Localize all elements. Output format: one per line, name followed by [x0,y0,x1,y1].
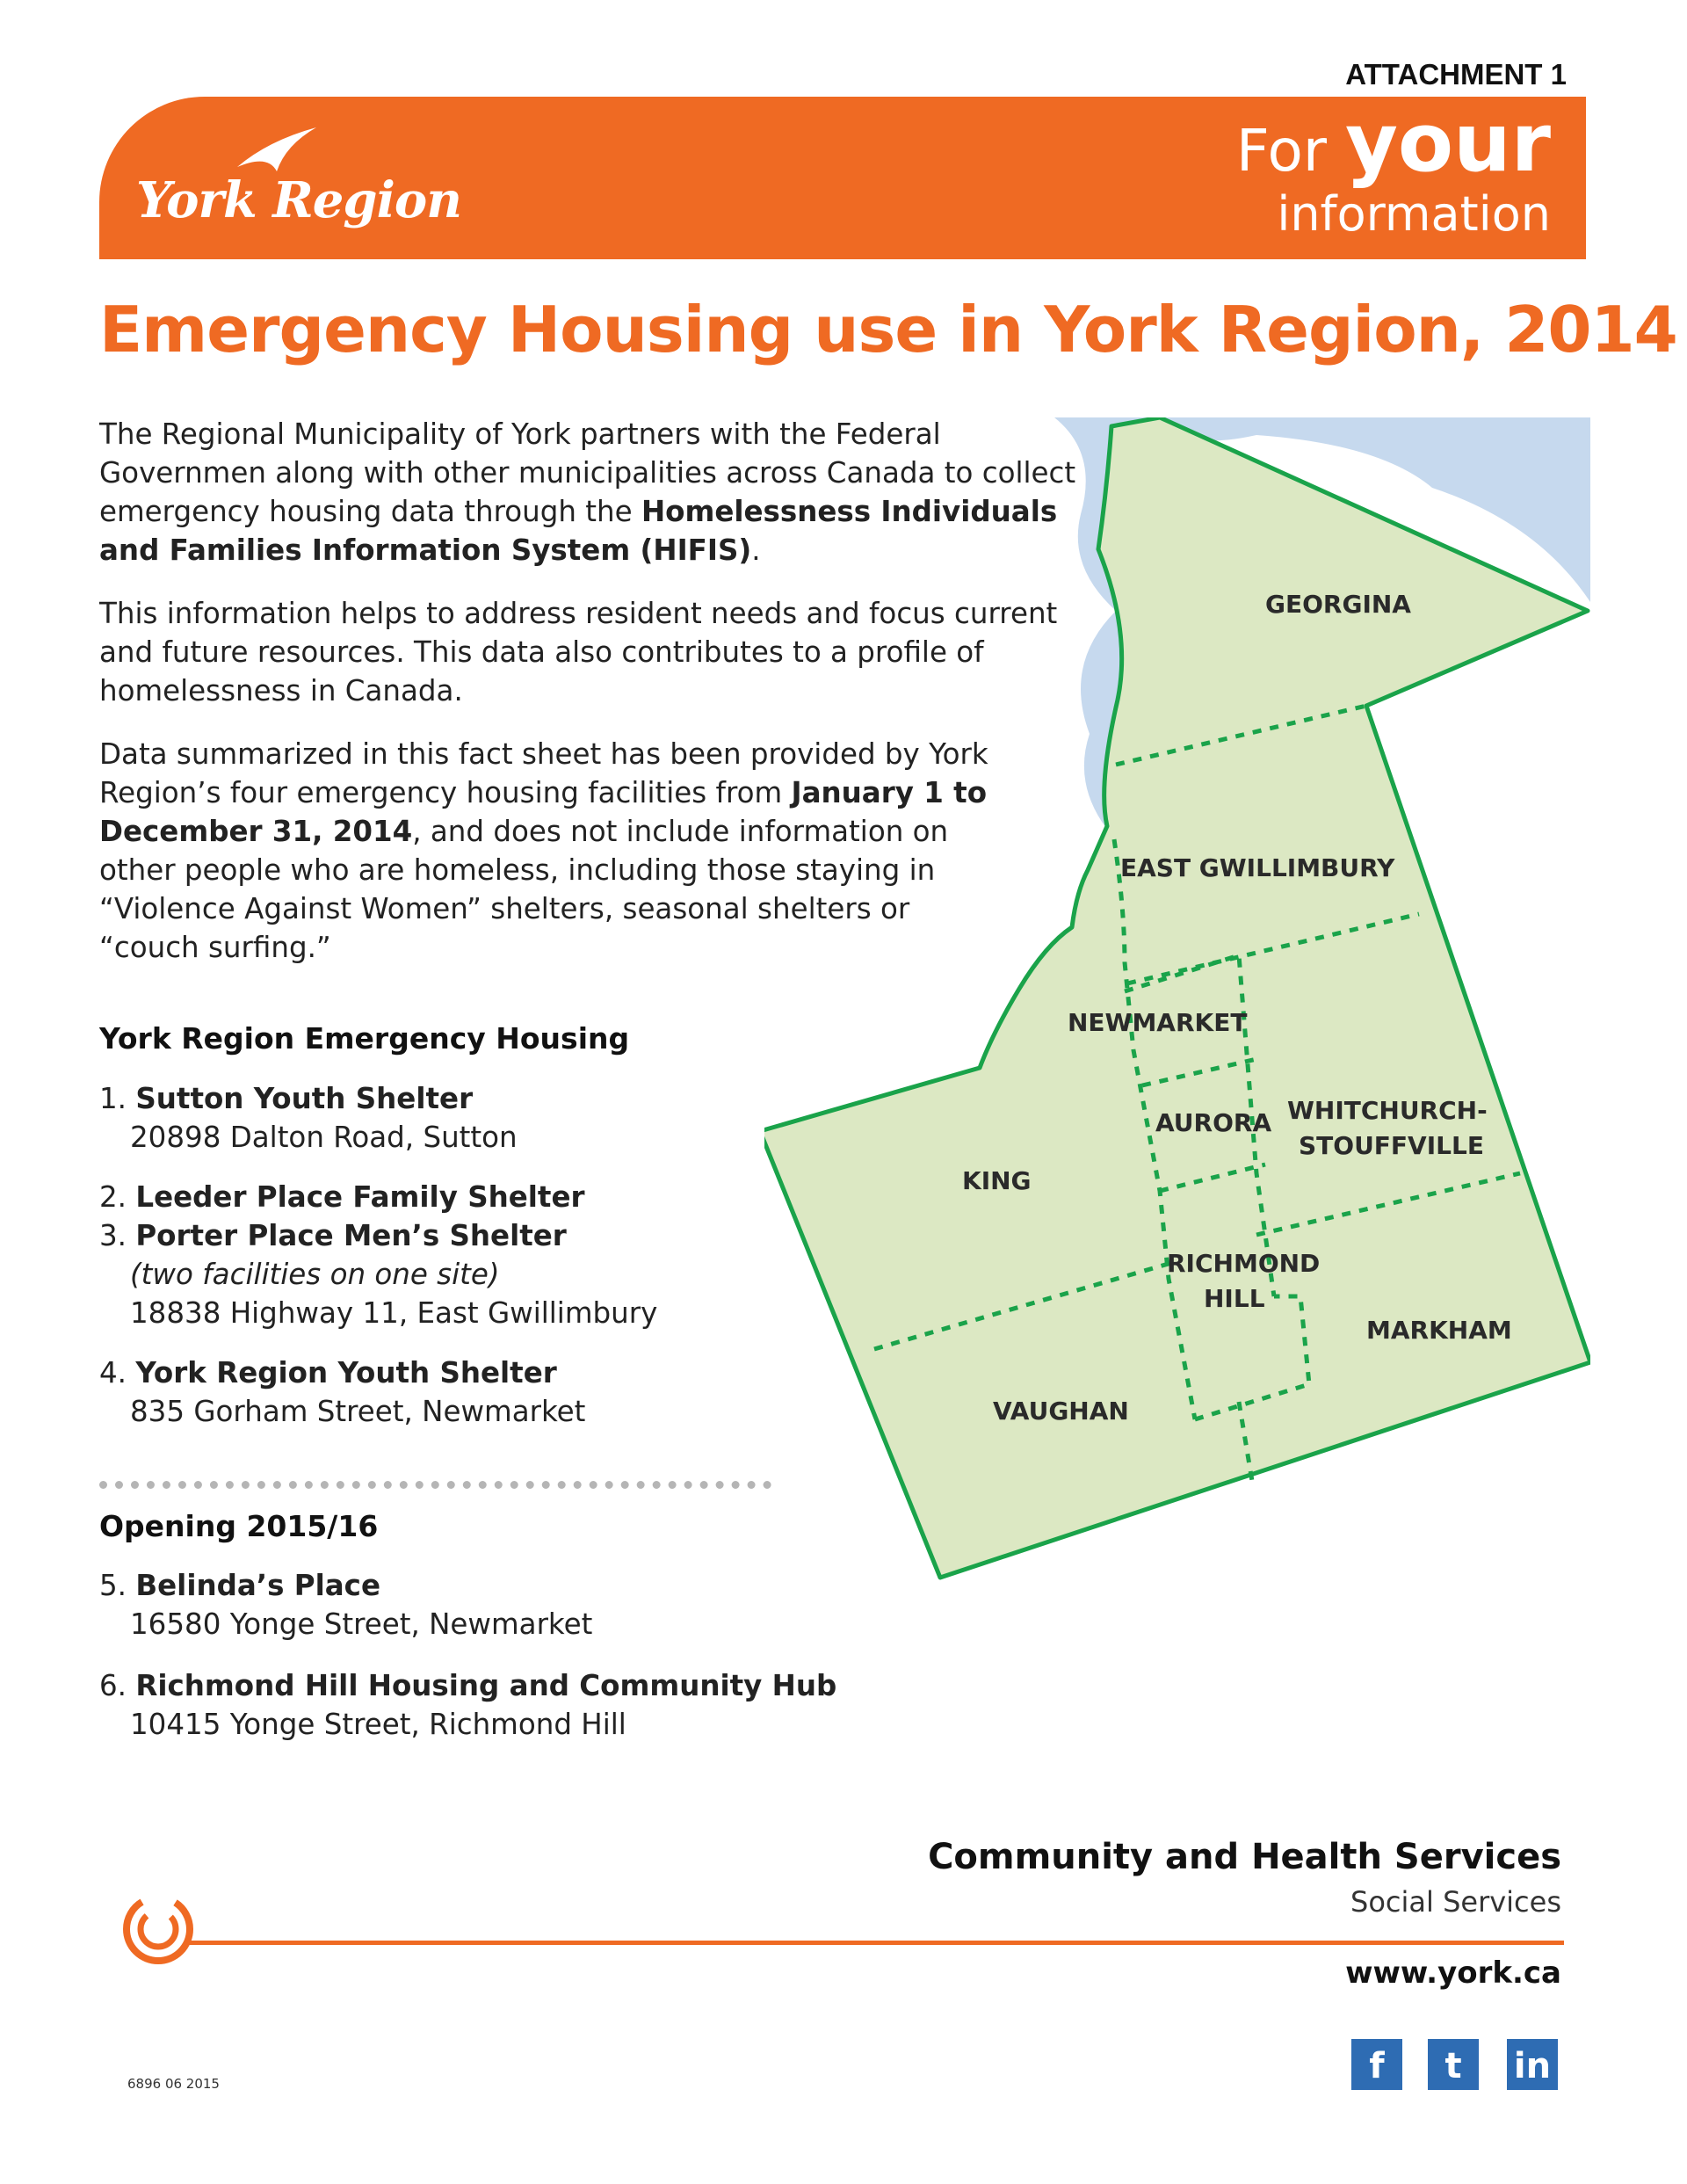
opening-item-5 [99,1566,592,1643]
intro-paragraph-3 [99,735,996,967]
york-region-logo-icon [233,123,321,176]
map-label-georgina: GEORGINA [1265,590,1411,619]
date-range: January 1 to December 31, 2014 [99,776,988,848]
map-label-newmarket: NEWMARKET [1068,1008,1248,1037]
map-label-king: KING [962,1166,1032,1195]
facility-address: 10415 Yonge Street, Richmond Hill [130,1708,626,1741]
map-label-markham: MARKHAM [1366,1316,1512,1345]
item-number: 3. [99,1219,127,1252]
facility-name: York Region Youth Shelter [135,1356,557,1389]
facility-item-1 [99,1079,518,1157]
facility-note: (two facilities on one site) [130,1258,500,1291]
item-number: 5. [99,1569,127,1602]
division-name: Social Services [1350,1885,1561,1919]
page-title: Emergency Housing use in York Region, 2014 [99,293,1677,366]
map-label-whitchurch-1: WHITCHURCH- [1287,1096,1488,1125]
intro-paragraph-1 [99,415,1110,570]
intro-p3-end: , and does not include information on other people who are homeless, including those staying in “Violence Against Women” shelters, seasonal shelters or “couch surfing.” [99,815,949,964]
department-name: Community and Health Services [928,1837,1561,1877]
region-outline [764,417,1590,1578]
map-label-richmond-2: HILL [1204,1284,1265,1313]
intro-p3-text: Data summarized in this fact sheet has been provided by York Region’s four emergency housing facilities from [99,737,988,809]
map-label-richmond-1: RICHMOND [1167,1249,1321,1278]
item-number: 4. [99,1356,127,1389]
item-number: 2. [99,1180,127,1214]
facility-address: 18838 Highway 11, East Gwillimbury [130,1296,658,1330]
hifis-name: Homelessness Individuals and Families Information System (HIFIS) [99,495,1058,567]
fyi-your: your [1344,96,1551,190]
fyi-line-2: information [1277,186,1551,242]
fyi-line-1 [1235,96,1551,190]
facility-item-2 [99,1178,585,1216]
york-region-logo: York Region [136,171,461,229]
dotted-divider [99,1481,771,1489]
york-swirl-logo-icon [119,1890,198,1969]
facility-address: 16580 Yonge Street, Newmarket [130,1607,593,1641]
twitter-icon[interactable]: t [1428,2039,1479,2090]
footer-rule [185,1941,1564,1945]
facility-item-4 [99,1353,585,1431]
map-label-east-gwillimbury: EAST GWILLIMBURY [1120,853,1395,882]
facility-name: Leeder Place Family Shelter [135,1180,585,1214]
map-label-vaughan: VAUGHAN [993,1397,1129,1426]
intro-p1-end: . [751,533,761,567]
facility-address: 20898 Dalton Road, Sutton [130,1121,518,1154]
intro-paragraph-2: This information helps to address resident needs and focus current and future resources. This data also contributes to a profile of homelessness in Canada. [99,597,1058,707]
facility-item-3 [99,1216,657,1332]
facility-name: Porter Place Men’s Shelter [135,1219,567,1252]
facility-address: 835 Gorham Street, Newmarket [130,1395,586,1428]
fyi-prefix: For [1235,117,1345,185]
opening-heading: Opening 2015/16 [99,1509,379,1543]
opening-item-6 [99,1666,836,1744]
facility-name: Richmond Hill Housing and Community Hub [135,1669,837,1702]
item-number: 1. [99,1082,127,1115]
intro-p1-text: The Regional Municipality of York partners with the Federal Governmen along with other municipalities across Canada to collect emergency housing data through the [99,417,1076,528]
facebook-icon[interactable]: f [1351,2039,1402,2090]
attachment-label: ATTACHMENT 1 [1345,58,1567,91]
map-label-whitchurch-2: STOUFFVILLE [1299,1131,1484,1160]
map-label-aurora: AURORA [1155,1108,1272,1137]
facility-name: Belinda’s Place [135,1569,380,1602]
facility-name: Sutton Youth Shelter [135,1082,474,1115]
linkedin-icon[interactable]: in [1507,2039,1558,2090]
item-number: 6. [99,1669,127,1702]
document-code: 6896 06 2015 [127,2076,220,2092]
website-link[interactable]: www.york.ca [1345,1955,1561,1991]
facilities-heading: York Region Emergency Housing [99,1021,630,1056]
